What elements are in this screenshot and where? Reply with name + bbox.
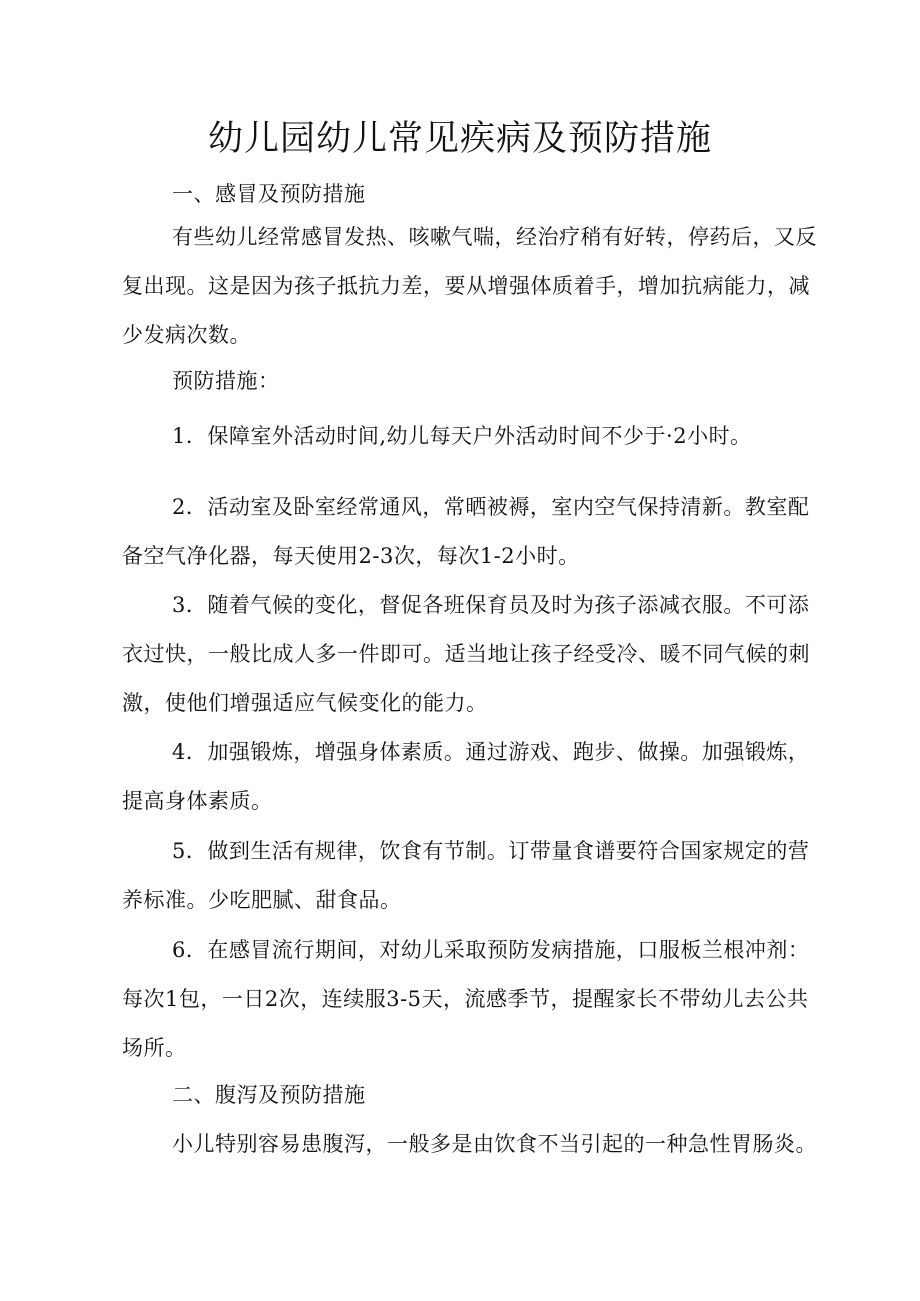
measures-label: 预防措施： xyxy=(172,369,280,393)
measure-item-6: 6．在感冒流行期间，对幼儿采取预防发病措施，口服板兰根冲剂：每次1包，一日2次，连续服3-5天，流感季节，提醒家长不带幼儿去公共场所。 xyxy=(122,938,810,1060)
section1-intro: 有些幼儿经常感冒发热、咳嗽气喘，经治疗稍有好转，停药后，又反复出现。这是因为孩子抵抗力差，要从增强体质着手，增加抗病能力，减少发病次数。 xyxy=(122,225,817,347)
section2-intro: 小儿特别容易患腹泻，一般多是由饮食不当引起的一种急性胃肠炎。 xyxy=(172,1132,817,1156)
measure-item-2: 2．活动室及卧室经常通风，常晒被褥，室内空气保持清新。教室配备空气净化器，每天使用2-3次，每次1-2小时。 xyxy=(122,495,810,568)
measure-item-5: 5．做到生活有规律，饮食有节制。订带量食谱要符合国家规定的营养标准。少吃肥腻、甜食品。 xyxy=(122,839,810,912)
section1-heading: 一、感冒及预防措施 xyxy=(172,182,366,206)
measure-item-3: 3．随着气候的变化，督促各班保育员及时为孩子添减衣服。不可添衣过快，一般比成人多一件即可。适当地让孩子经受冷、暖不同气候的刺激，使他们增强适应气候变化的能力。 xyxy=(122,593,810,715)
document-title: 幼儿园幼儿常见疾病及预防措施 xyxy=(207,119,712,159)
measure-item-1: 1．保障室外活动时间,幼儿每天户外活动时间不少于·2小时。 xyxy=(172,424,752,448)
measure-item-4: 4．加强锻炼，增强身体素质。通过游戏、跑步、做操。加强锻炼，提高身体素质。 xyxy=(122,740,810,813)
section2-heading: 二、腹泻及预防措施 xyxy=(172,1083,366,1107)
